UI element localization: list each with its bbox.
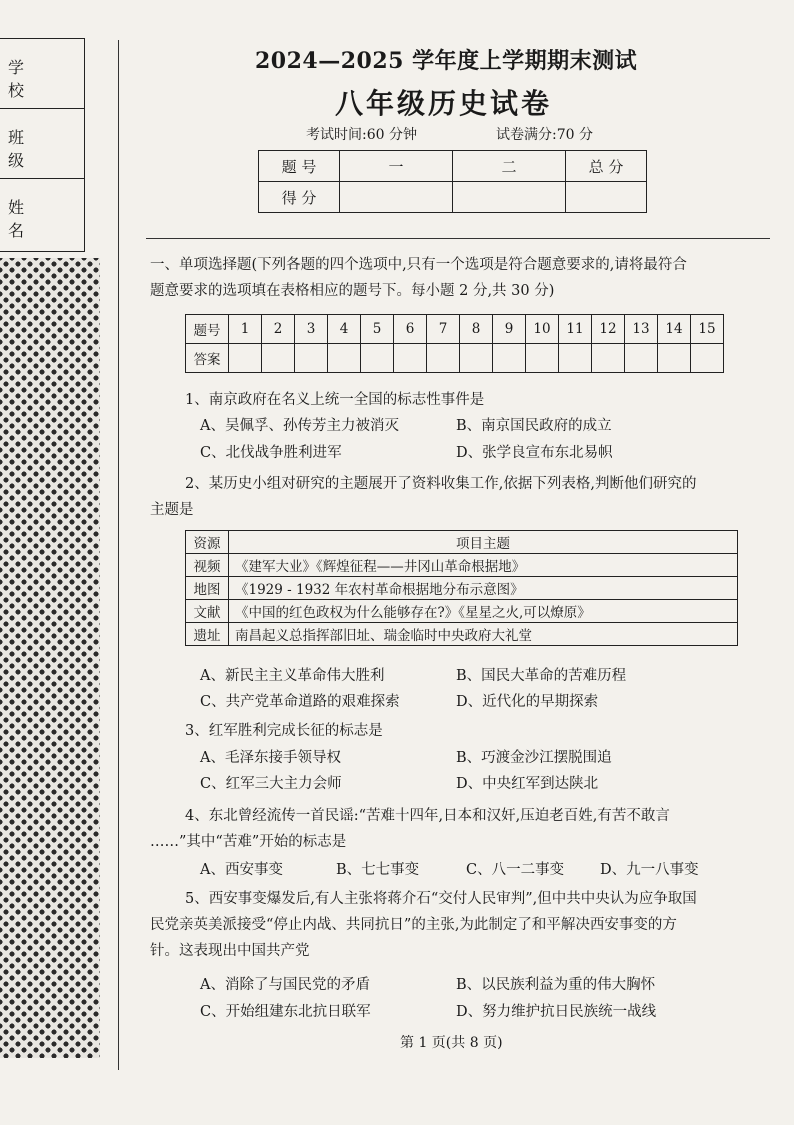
resource-table [185,530,738,646]
resource-type: 文献 [186,600,229,623]
answer-number: 4 [328,315,361,344]
q5-option-b: B、以民族利益为重的伟大胸怀 [456,977,656,993]
score-header-question: 题 号 [259,151,340,182]
resource-item: 南昌起义总指挥部旧址、瑞金临时中央政府大礼堂 [229,623,738,646]
exam-title: 2024—2025 学年度上学期期末测试 [255,48,638,74]
resource-type: 遗址 [186,623,229,646]
q5-stem-line2: 民党亲英美派接受“停止内战、共同抗日”的主张,为此制定了和平解决西安事变的方 [150,917,677,933]
answer-number: 2 [262,315,295,344]
answer-number: 3 [295,315,328,344]
answer-cell[interactable] [559,344,592,373]
answer-cell[interactable] [493,344,526,373]
answer-number: 6 [394,315,427,344]
q5-option-c: C、开始组建东北抗日联军 [200,1004,371,1020]
name-label: 姓名 [8,198,49,240]
score-cell-part2[interactable] [453,182,566,213]
score-header-part1: 一 [340,151,453,182]
q4-option-c: C、八一二事变 [466,862,565,878]
header-divider [146,238,770,239]
q2-option-b: B、国民大革命的苦难历程 [456,668,627,684]
answer-cell[interactable] [460,344,493,373]
answer-cell[interactable] [328,344,361,373]
q4-option-d: D、九一八事变 [600,862,699,878]
answer-cell[interactable] [526,344,559,373]
answer-number: 11 [559,315,592,344]
answer-number: 15 [691,315,724,344]
q2-option-c: C、共产党革命道路的艰难探索 [200,694,400,710]
answer-table [185,314,724,373]
q2-stem-line1: 2、某历史小组对研究的主题展开了资料收集工作,依据下列表格,判断他们研究的 [185,476,697,492]
exam-subtitle: 八年级历史试卷 [335,87,553,120]
answer-cell[interactable] [625,344,658,373]
score-cell-total[interactable] [566,182,647,213]
q1-stem: 1、南京政府在名义上统一全国的标志性事件是 [185,392,485,408]
exam-time: 考试时间:60 分钟 [306,127,417,143]
page-number: 第 1 页(共 8 页) [400,1035,503,1051]
q4-option-b: B、七七事变 [336,862,420,878]
resource-item: 《1929 - 1932 年农村革命根据地分布示意图》 [229,577,738,600]
score-row-label: 得 分 [259,182,340,213]
answer-number: 9 [493,315,526,344]
name-field[interactable] [0,179,84,249]
q3-option-a: A、毛泽东接手领导权 [200,750,341,766]
answer-cell[interactable] [592,344,625,373]
answer-cell[interactable] [427,344,460,373]
section1-instructions-line1: 一、单项选择题(下列各题的四个选项中,只有一个选项是符合题意要求的,请将最符合 [150,257,687,273]
q2-option-a: A、新民主主义革命伟大胜利 [200,668,385,684]
answer-cell[interactable] [361,344,394,373]
answer-row-label: 答案 [186,344,229,373]
q2-option-d: D、近代化的早期探索 [456,694,599,710]
q4-stem-line1: 4、东北曾经流传一首民谣:“苦难十四年,日本和汉奸,压迫老百姓,有苦不敢言 [185,808,670,824]
score-header-part2: 二 [453,151,566,182]
answer-cell[interactable] [295,344,328,373]
answer-number: 14 [658,315,691,344]
school-label: 学校 [8,58,49,100]
student-info-box [0,38,85,252]
resource-type: 地图 [186,577,229,600]
q3-stem: 3、红军胜利完成长征的标志是 [185,723,383,739]
q1-option-c: C、北伐战争胜利进军 [200,445,342,461]
q3-option-b: B、巧渡金沙江摆脱围追 [456,750,612,766]
section1-instructions-line2: 题意要求的选项填在表格相应的题号下。每小题 2 分,共 30 分) [150,283,555,299]
decorative-pattern [0,258,100,1058]
q5-option-d: D、努力维护抗日民族统一战线 [456,1004,657,1020]
class-label: 班级 [8,128,49,170]
q1-option-d: D、张学良宣布东北易帜 [456,445,613,461]
resource-header-type: 资源 [186,531,229,554]
q4-stem-line2: ……”其中“苦难”开始的标志是 [150,834,347,850]
q5-option-a: A、消除了与国民党的矛盾 [200,977,370,993]
answer-number: 13 [625,315,658,344]
answer-cell[interactable] [691,344,724,373]
full-score: 试卷满分:70 分 [496,127,593,143]
resource-type: 视频 [186,554,229,577]
q1-option-b: B、南京国民政府的成立 [456,418,612,434]
score-header-total: 总 分 [566,151,647,182]
resource-item: 《中国的红色政权为什么能够存在?》《星星之火,可以燎原》 [229,600,738,623]
answer-table-header-label: 题号 [186,315,229,344]
answer-cell[interactable] [262,344,295,373]
q3-option-d: D、中央红军到达陕北 [456,776,599,792]
score-cell-part1[interactable] [340,182,453,213]
answer-number: 5 [361,315,394,344]
class-field[interactable] [0,109,84,179]
answer-cell[interactable] [229,344,262,373]
resource-header-theme: 项目主题 [229,531,738,554]
q2-stem-line2: 主题是 [150,502,194,518]
answer-number: 12 [592,315,625,344]
q4-option-a: A、西安事变 [200,862,283,878]
answer-cell[interactable] [394,344,427,373]
q5-stem-line3: 针。这表现出中国共产党 [150,943,310,959]
q3-option-c: C、红军三大主力会师 [200,776,342,792]
resource-item: 《建军大业》《辉煌征程——井冈山革命根据地》 [229,554,738,577]
answer-cell[interactable] [658,344,691,373]
q5-stem-line1: 5、西安事变爆发后,有人主张将蒋介石“交付人民审判”,但中共中央认为应争取国 [185,891,697,907]
q1-option-a: A、吴佩孚、孙传芳主力被消灭 [200,418,399,434]
score-table [258,150,647,213]
binding-line [118,40,119,1070]
answer-number: 1 [229,315,262,344]
answer-number: 8 [460,315,493,344]
school-field[interactable] [0,39,84,109]
answer-number: 10 [526,315,559,344]
answer-number: 7 [427,315,460,344]
